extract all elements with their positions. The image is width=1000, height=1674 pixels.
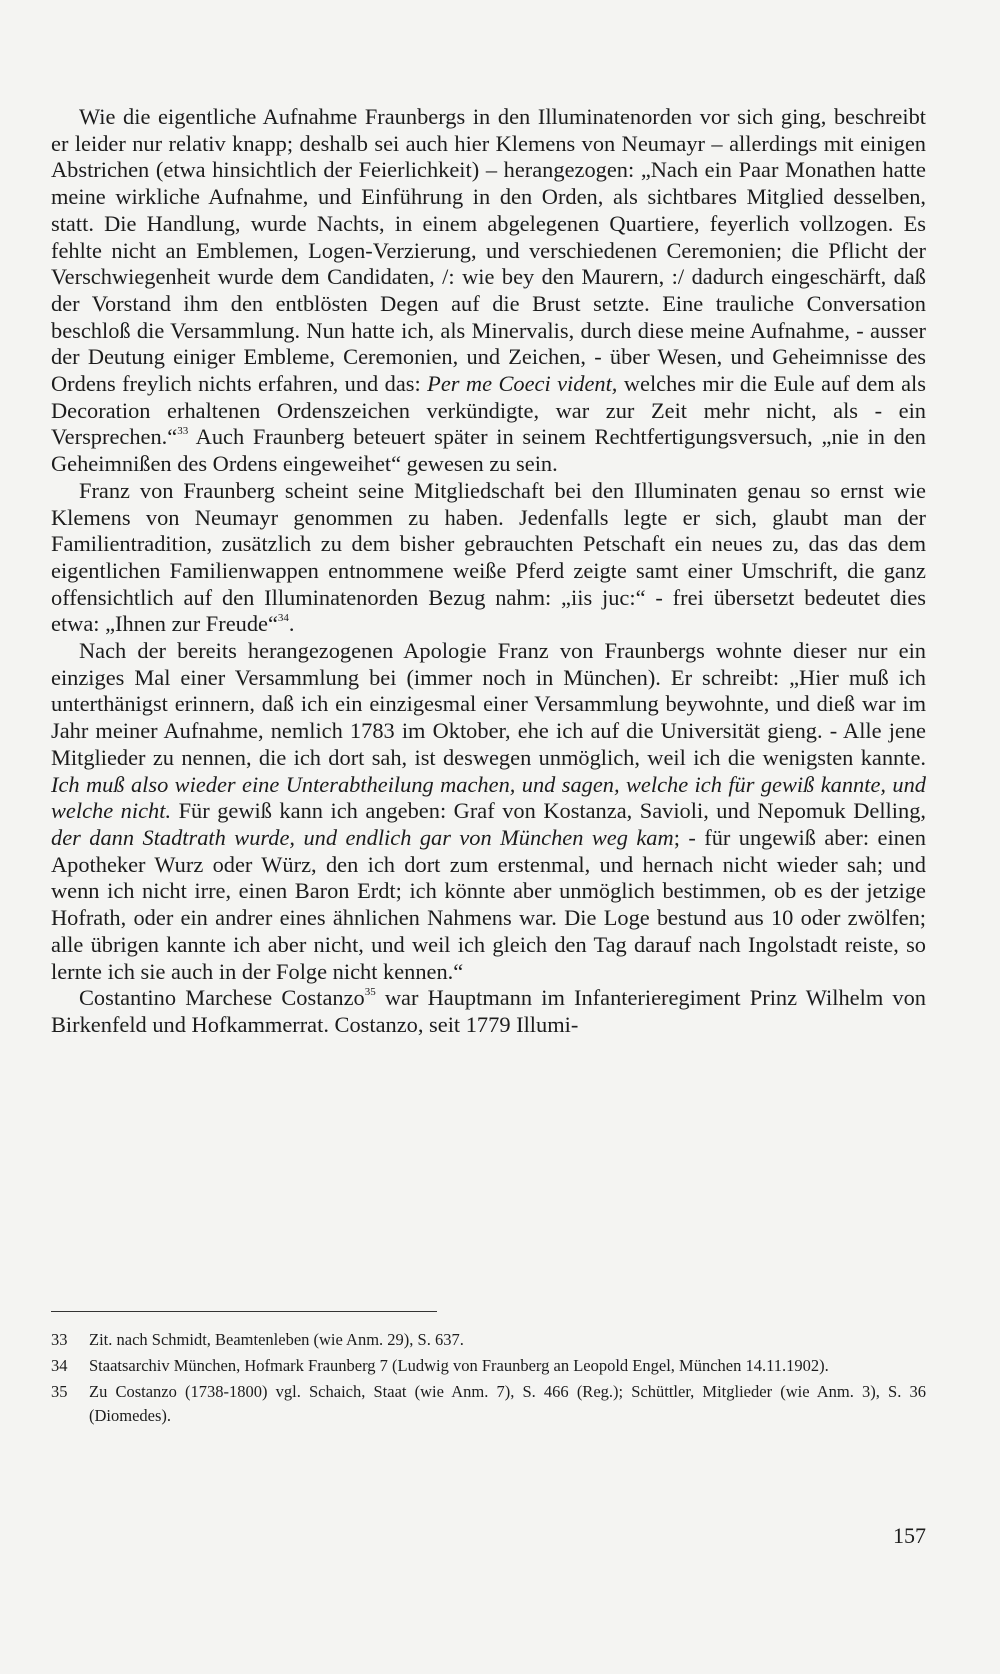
footnote-text: Zit. nach Schmidt, Beamtenleben (wie Anm. 29), S. 637. — [89, 1330, 464, 1349]
latin-quote: Per me Coeci vident, — [427, 371, 618, 397]
footnotes — [51, 1328, 926, 1430]
paragraph-2: Franz von Fraunberg scheint seine Mitgliedschaft bei den Illuminaten genau so ernst wie Klemens von Neumayr genommen zu haben. Jedenfalls legte er sich, glaubt man der Familientradition, zusätzlich zu dem bisher gebrauchten Petschaft ein neues zu, das das dem eigentlichen Familienwappen entnommene weiße Pferd zeigte samt einer Umschrift, die ganz offensichtlich auf den Illuminatenorden Bezug nahm: „iis juc:“ - frei übersetzt bedeutet dies etwa: „Ihnen zur Freude“$^{34}$. — [51, 477, 926, 637]
footnote-ref-33[interactable]: 33 — [177, 425, 189, 438]
footnote-text: Staatsarchiv München, Hofmark Fraunberg 7 (Ludwig von Fraunberg an Leopold Engel, München 14.11.1902). — [89, 1356, 829, 1375]
footnote-ref-34[interactable]: 34 — [277, 612, 289, 625]
footnote-34 — [51, 1354, 926, 1378]
footnote-number: 34 — [51, 1356, 68, 1375]
page-number: 157 — [893, 1523, 926, 1548]
footnote-number: 33 — [51, 1330, 68, 1349]
italic-passage-2: der dann Stadtrath wurde, und endlich gar von München weg kam — [51, 824, 674, 850]
footnote-33 — [51, 1328, 926, 1352]
paragraph-1: Wie die eigentliche Aufnahme Fraunbergs in den Illuminatenorden vor sich ging, beschreibt er leider nur relativ knapp; deshalb sei auch hier Klemens von Neumayr – allerdings mit einigen Abstrichen (etwa hinsichtlich der Feierlichkeit) – herangezogen: „Nach ein Paar Monathen hatte meine wirkliche Aufnahme, und Einführung in den Orden, als sichtbares Mitglied desselben, statt. Die Handlung, wurde Nachts, in einem abgelegenen Quartiere, feyerlich vollzogen. Es fehlte nicht an Emblemen, Logen-Verzierung, und verschiedenen Ceremonien; die Pflicht der Verschwiegenheit wurde dem Candidaten, /: wie bey den Maurern, :/ dadurch eingeschärft, daß der Vorstand ihm den entblösten Degen auf die Brust setzte. Eine trauliche Conversation beschloß die Versammlung. Nun hatte ich, als Minervalis, durch diese meine Aufnahme, - ausser der Deutung einiger Embleme, Ceremonien, und Zeichen, - über Wesen, und Geheimnisse des Ordens freylich nichts erfahren, und das: Per me Coeci vident, welches mir die Eule auf dem als Decoration erhaltenen Ordenszeichen verkündigte, war zur Zeit mehr nicht, als - ein Versprechen.“$^{33}$ Auch Fraunberg beteuert später in seinem Rechtfertigungsversuch, „nie in den Geheimnißen des Ordens eingeweihet“ gewesen zu sein. — [51, 104, 926, 477]
footnote-separator — [51, 1311, 437, 1312]
footnote-35 — [51, 1380, 926, 1428]
paragraph-4: Costantino Marchese Costanzo$^{35}$ war Hauptmann im Infanterieregiment Prinz Wilhelm von Birkenfeld und Hofkammerrat. Costanzo, seit 1779 Illumi- — [51, 985, 926, 1037]
footnote-text: Zu Costanzo (1738-1800) vgl. Schaich, Staat (wie Anm. 7), S. 466 (Reg.); Schüttler, Mitglieder (wie Anm. 3), S. 36 (Diomedes). — [89, 1382, 926, 1425]
footnote-ref-35[interactable]: 35 — [364, 986, 376, 999]
main-text — [51, 104, 926, 1039]
italic-passage-1: Ich muß also wieder eine Unterabtheilung machen, und sagen, welche ich für gewiß kannte, und welche nicht. — [51, 771, 926, 824]
footnote-number: 35 — [51, 1382, 68, 1401]
paragraph-3: Nach der bereits herangezogenen Apologie Franz von Fraunbergs wohnte dieser nur ein einziges Mal einer Versammlung bei (immer noch in München). Er schreibt: „Hier muß ich unterthänigst erinnern, daß ich ein einzigesmal einer Versammlung beywohnte, und dieß war im Jahr meiner Aufnahme, nemlich 1783 im Oktober, ehe ich auf die Universität gieng. - Alle jene Mitglieder zu nennen, die ich dort sah, ist deswegen unmöglich, weil ich die wenigsten kannte. Ich muß also wieder eine Unterabtheilung machen, und sagen, welche ich für gewiß kannte, und welche nicht. Für gewiß kann ich angeben: Graf von Kostanza, Savioli, und Nepomuk Delling, der dann Stadtrath wurde, und endlich gar von München weg kam; - für ungewiß aber: einen Apotheker Wurz oder Würz, den ich dort zum erstenmal, und hernach nicht wieder sah; und wenn ich nicht irre, einen Baron Erdt; ich könnte aber unmöglich bestimmen, ob es der jetzige Hofrath, oder ein andrer eines ähnlichen Nahmens war. Die Loge bestund aus 10 oder zwölfen; alle übrigen kannte ich aber nicht, und weil ich gleich den Tag darauf nach Ingolstadt reiste, so lernte ich sie auch in der Folge nicht kennen.“ — [51, 638, 926, 984]
